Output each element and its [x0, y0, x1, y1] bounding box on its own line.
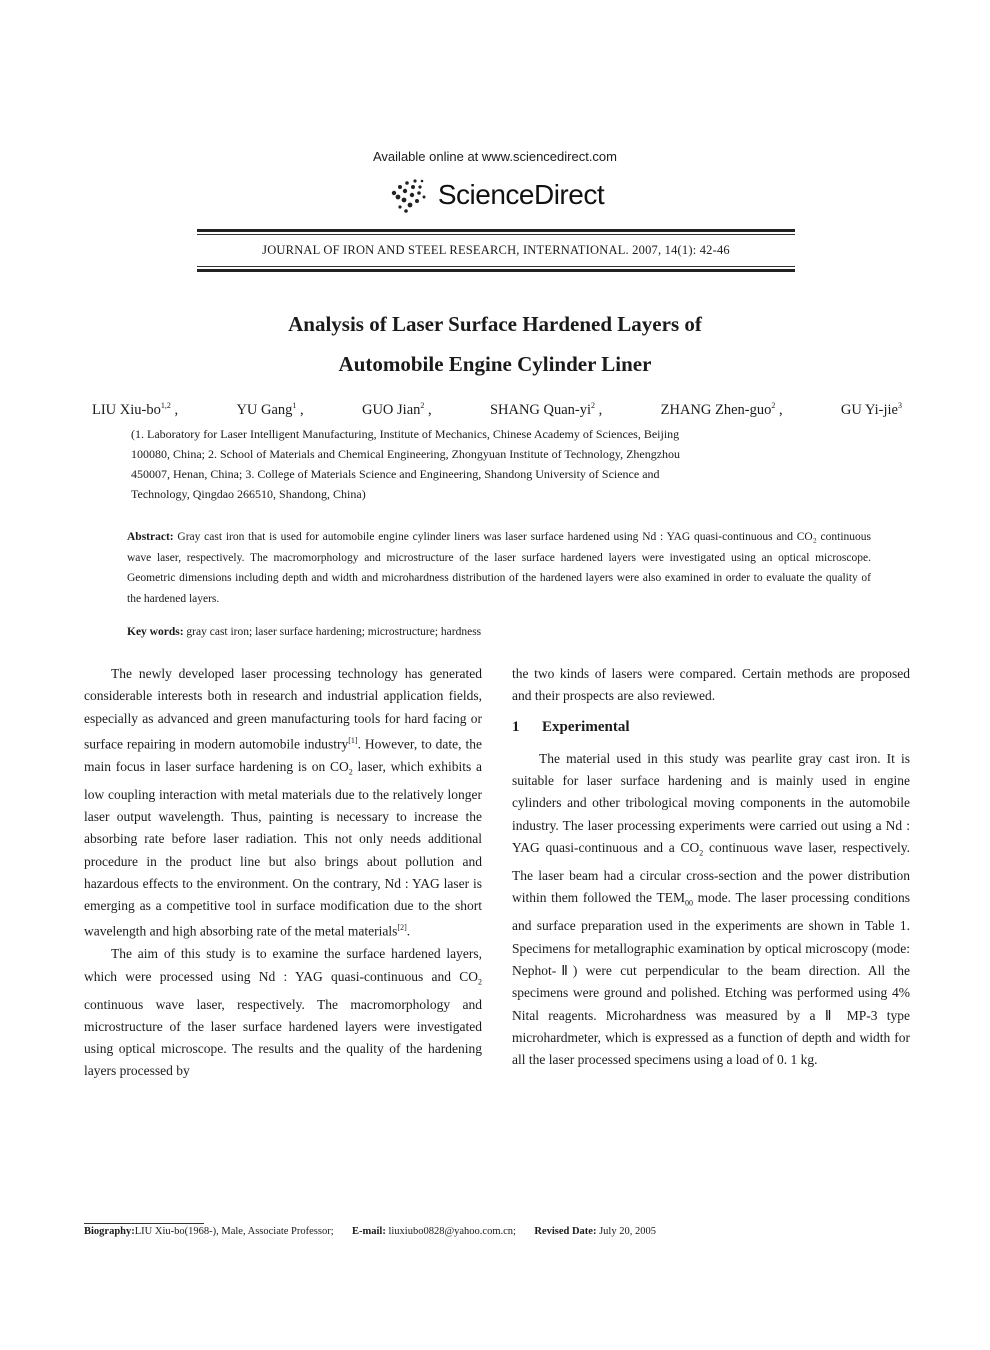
section-heading: 1 Experimental	[512, 718, 630, 735]
footnote-rule	[84, 1223, 204, 1224]
sciencedirect-emblem-icon	[386, 175, 430, 215]
author: SHANG Quan-$yi^2$ ,	[489, 401, 603, 418]
keywords	[127, 626, 871, 638]
header-rule-bottom	[197, 269, 795, 272]
abstract-label: Abstract:	[127, 531, 174, 543]
paragraph: the two kinds of lasers were compared. Certain methods are proposed and their prospects are also reviewed.	[512, 666, 910, 704]
affiliation-line: 450007, Henan, China; 3. College of Materials Science and Engineering, Shandong University of Science and	[131, 467, 660, 481]
paragraph: The aim of this study is to examine the surface hardened layers, which were processed using Nd : YAG quasi-continuous and $CO_2$ continuous wave laser, respectively. The macromorphology and microstructure of the laser surface hardened layers were investigated using optical microscope. The results and the quality of the hardening layers processed by	[84, 946, 482, 1079]
abstract	[127, 527, 871, 609]
author-list	[92, 401, 902, 419]
affiliation-line: Technology, Qingdao 266510, Shandong, China)	[131, 487, 366, 501]
keywords-text: gray cast iron; laser surface hardening; microstructure; hardness	[183, 626, 482, 638]
header-rule-top	[197, 229, 795, 232]
paragraph: The newly developed laser processing technology has generated considerable interests both in research and industrial application fields, especially as advanced and green manufacturing tools for hard facing or surface repairing in modern automobile industry[1]. However, to date, the main focus in laser surface hardening is on $CO_2$ laser, which exhibits a low coupling interaction with metal materials due to the relatively longer laser output wavelength. Thus, painting is necessary to increase the absorbing rate before laser radiation. This not only needs additional procedure in the product line but also brings about pollution and hazardous effects to the environment. On the contrary, Nd : YAG laser is emerging as a competitive tool in surface modification due to the short wavelength and high absorbing rate of the metal materials[2].	[84, 666, 482, 939]
author: YU Gang$^1$ ,	[236, 401, 304, 418]
sciencedirect-logo	[0, 170, 990, 220]
affiliation-line: 100080, China; 2. School of Materials and Chemical Engineering, Zhongyuan Institute of Technology, Zhengzhou	[131, 447, 681, 461]
abstract-text: Gray cast iron that is used for automobile engine cylinder liners was laser surface hardened using Nd : YAG quasi-continuous and CO₂ continuous wave laser, respectively. The macromorphology and microstructure of the laser surface hardened layers were investigated using an optical microscope. Geometric dimensions including depth and width and microhardness distribution of the hardened layers were also examined in order to evaluate the quality of the hardened layers.	[127, 531, 871, 605]
author: GUO Jian$^2$ ,	[361, 401, 432, 418]
header-rule-bottom-thin	[197, 266, 795, 267]
author: GU Yi-jie$^3$	[840, 401, 902, 418]
footnote: Biography:LIU Xiu-bo(1968-), Male, Associate Professor; E-mail: liuxiubo0828@yahoo.com.cn; Revised Date: July 20, 2005	[84, 1226, 656, 1237]
affiliation-line: (1. Laboratory for Laser Intelligent Manufacturing, Institute of Mechanics, Chinese Academy of Sciences, Beijing	[131, 427, 680, 441]
author: ZHANG Zhen-guo$^2$ ,	[660, 401, 783, 418]
paper-title-line-2: Automobile Engine Cylinder Liner	[338, 352, 652, 376]
body-column-right	[512, 663, 910, 1071]
available-online-text: Available online at www.sciencedirect.com	[373, 149, 617, 164]
paper-title-line-1: Analysis of Laser Surface Hardened Layers of	[288, 312, 702, 336]
keywords-label: Key words:	[127, 626, 184, 638]
author: LIU Xiu-bo$^{1,2}$ ,	[92, 401, 179, 418]
body-column-left	[84, 663, 482, 1083]
header-rule-top-thin	[197, 234, 795, 235]
sciencedirect-wordmark: ScienceDirect	[437, 179, 605, 210]
paragraph: The material used in this study was pearlite gray cast iron. It is suitable for laser surface hardening and is mainly used in engine cylinders and other tribological moving components in the automobile industry. The laser processing experiments were carried out using a Nd : YAG quasi-continuous and a $CO_2$ continuous wave laser, respectively. The laser beam had a circular cross-section and the power distribution within them followed the $TEM_{00}$ mode. The laser processing conditions and surface preparation used in the experiments are shown in Table 1. Specimens for metallographic examination by optical microscopy (mode: Nephot-Ⅱ) were cut perpendicular to the beam direction. All the specimens were ground and polished. Etching was performed using 4% Nital reagents. Microhardness was measured by a Ⅱ MP-3 type microhardmeter, which is expressed as a function of depth and width for all the laser processed specimens using a load of 0. 1 kg.	[512, 750, 910, 1068]
journal-citation: JOURNAL OF IRON AND STEEL RESEARCH, INTERNATIONAL. 2007, 14(1): 42-46	[262, 243, 730, 257]
